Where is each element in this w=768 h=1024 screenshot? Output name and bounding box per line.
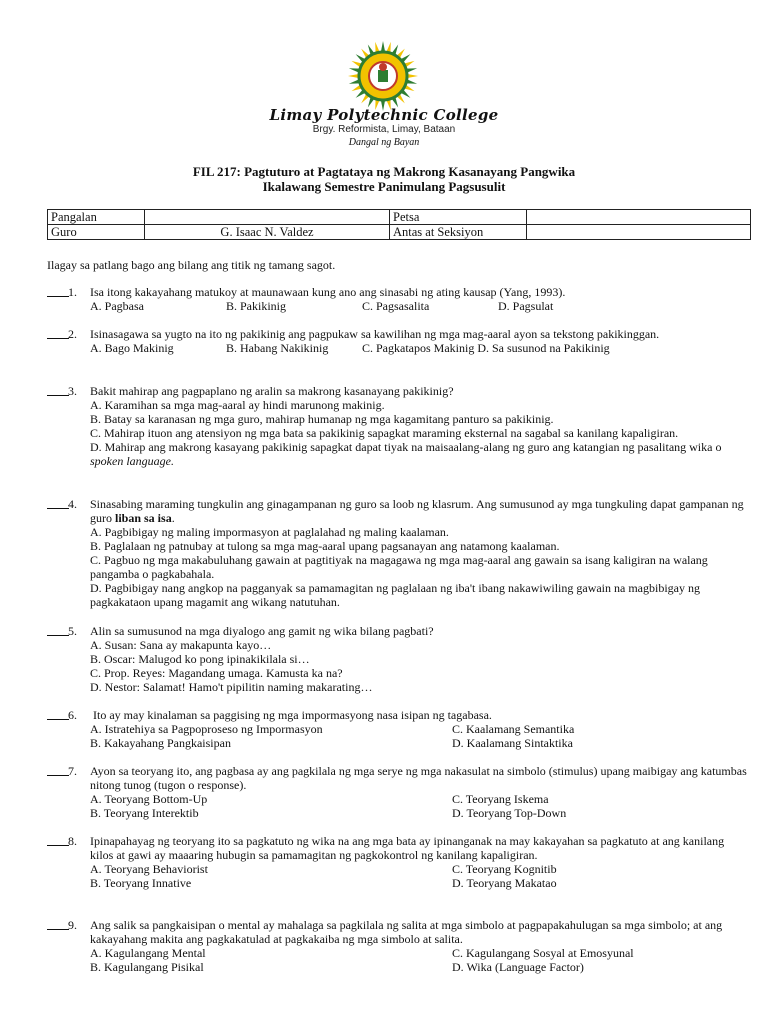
question-number: 1. [68, 285, 77, 299]
guro-label: Guro [48, 225, 145, 240]
question-number: 3. [68, 384, 77, 398]
question-3 [47, 384, 747, 468]
college-seal-logo [347, 40, 419, 112]
question-number: 7. [68, 764, 77, 778]
question-6 [47, 708, 747, 750]
option-a: A. Bago Makinig [90, 341, 174, 355]
option-d: D. Wika (Language Factor) [452, 960, 584, 974]
question-text: Isinasagawa sa yugto na ito ng pakikinig ang pagpukaw sa kawilihan ng mga mag-aaral ayon sa tekstong pakikinggan. [90, 327, 660, 341]
antas-field[interactable] [527, 225, 751, 240]
option-a: A. Istratehiya sa Pagpoproseso ng Impormasyon [90, 722, 323, 736]
option-b: B. Kagulangang Pisikal [90, 960, 204, 974]
answer-blank[interactable] [47, 764, 69, 776]
college-motto: Dangal ng Bayan [348, 137, 420, 148]
option-a: A. Susan: Sana ay makapunta kayo… [90, 638, 272, 652]
answer-blank[interactable] [47, 285, 69, 297]
option-a: A. Kagulangang Mental [90, 946, 206, 960]
college-address: Brgy. Reformista, Limay, Bataan [312, 124, 456, 135]
question-number: 4. [68, 497, 77, 511]
instruction-text: Ilagay sa patlang bago ang bilang ang titik ng tamang sagot. [47, 258, 336, 272]
option-a: A. Pagbibigay ng maling impormasyon at paglalahad ng maling kaalaman. [90, 525, 449, 539]
question-number: 5. [68, 624, 77, 638]
option-a: A. Teoryang Bottom-Up [90, 792, 208, 806]
option-c: C. Kaalamang Semantika [452, 722, 575, 736]
option-c: C. Kagulangang Sosyal at Emosyunal [452, 946, 634, 960]
antas-label: Antas at Seksiyon [390, 225, 527, 240]
question-text: Alin sa sumusunod na mga diyalogo ang gamit ng wika bilang pagbati? [90, 624, 434, 638]
student-info-table [47, 209, 751, 240]
question-text: Isa itong kakayahang matukoy at maunawaan kung ano ang sinasabi ng ating kausap (Yang, 1993). [90, 285, 566, 299]
pangalan-field[interactable] [145, 210, 390, 225]
question-number: 9. [68, 918, 77, 932]
option-b: B. Batay sa karanasan ng mga guro, mahirap humanap ng mga kagamitang panturo sa pakikinig. [90, 412, 554, 426]
answer-blank[interactable] [47, 327, 69, 339]
pangalan-label: Pangalan [48, 210, 145, 225]
emphasis-text: liban sa isa [115, 511, 172, 525]
option-b: B. Kakayahang Pangkaisipan [90, 736, 231, 750]
answer-blank[interactable] [47, 834, 69, 846]
option-d: D. Teoryang Top-Down [452, 806, 567, 820]
exam-title: Ikalawang Semestre Panimulang Pagsusulit [262, 179, 506, 194]
course-title: FIL 217: Pagtuturo at Pagtataya ng Makrong Kasanayang Pangwika [192, 164, 576, 179]
option-d-italic: spoken language. [90, 454, 174, 468]
option-c: C. Prop. Reyes: Magandang umaga. Kamusta ka na? [90, 666, 343, 680]
option-d: D. Nestor: Salamat! Hamo't pipilitin naming makarating… [90, 680, 373, 694]
question-7 [47, 764, 747, 820]
petsa-field[interactable] [527, 210, 751, 225]
answer-blank[interactable] [47, 384, 69, 396]
option-d: D. Pagsulat [498, 299, 554, 313]
option-b: B. Teoryang Innative [90, 876, 192, 890]
question-number: 8. [68, 834, 77, 848]
option-c: C. Pagsasalita [362, 299, 430, 313]
question-9 [47, 918, 747, 974]
option-d: D. Kaalamang Sintaktika [452, 736, 573, 750]
question-number: 2. [68, 327, 77, 341]
answer-blank[interactable] [47, 624, 69, 636]
option-b: B. Paglalaan ng patnubay at tulong sa mga mag-aaral upang pagsanayan ang natamong kaalaman. [90, 539, 560, 553]
question-text: Bakit mahirap ang pagpaplano ng aralin sa makrong kasanayang pakikinig? [90, 384, 454, 398]
question-1 [47, 285, 747, 313]
option-a: A. Teoryang Behaviorist [90, 862, 208, 876]
question-5 [47, 624, 747, 694]
question-text: Ipinapahayag ng teoryang ito sa pagkatuto ng wika na ang mga bata ay ipinanganak na may kakayahan sa pagkatuto at ang kanilang kilos at gawi ay maaaring hubugin sa pamamagitan ng pagkokontrol ng kanilang kapaligiran. [90, 834, 725, 862]
college-name: Limay Polytechnic College [269, 106, 499, 124]
question-text: Ito ay may kinalaman sa paggising ng mga impormasyong nasa isipan ng tagabasa. [93, 708, 492, 722]
option-b: B. Oscar: Malugod ko pong ipinakikilala si… [90, 652, 310, 666]
question-text: Ayon sa teoryang ito, ang pagbasa ay ang pagkilala ng mga serye ng mga nakasulat na simbolo (stimulus) upang maibigay ang katumbas nitong tunog (tugon o response). [90, 764, 747, 792]
option-b: B. Teoryang Interektib [90, 806, 199, 820]
petsa-label: Petsa [390, 210, 527, 225]
question-4 [47, 497, 747, 609]
question-text: Sinasabing maraming tungkulin ang ginagampanan ng guro sa loob ng klasrum. Ang sumusunod ay mga tungkuling dapat gampanan ng guro liban sa isa. [90, 497, 744, 525]
answer-blank[interactable] [47, 497, 69, 509]
option-c-d: C. Pagkatapos Makinig D. Sa susunod na Pakikinig [362, 341, 610, 355]
option-c: C. Mahirap ituon ang atensiyon ng mga bata sa pakikinig sapagkat maraming eksternal na sagabal sa kanilang kapaligiran. [90, 426, 679, 440]
option-b: B. Habang Nakikinig [226, 341, 329, 355]
guro-value: G. Isaac N. Valdez [145, 225, 390, 240]
question-number: 6. [68, 708, 77, 722]
option-c: C. Pagbuo ng mga makabuluhang gawain at pagtitiyak na magagawa ng mga mag-aaral ang gawain sa isang kaligiran na walang pangamba o pagkabahala. [90, 553, 708, 581]
answer-blank[interactable] [47, 708, 69, 720]
question-8 [47, 834, 747, 890]
option-c: C. Teoryang Iskema [452, 792, 549, 806]
option-a: A. Karamihan sa mga mag-aaral ay hindi marunong makinig. [90, 398, 385, 412]
option-d: D. Mahirap ang makrong kasayang pakikinig sapagkat dapat tiyak na maisaalang-alang ng guro ang katangian ng pasalitang wika o spoken language. [90, 440, 722, 468]
option-b: B. Pakikinig [226, 299, 287, 313]
option-a: A. Pagbasa [90, 299, 144, 313]
question-2 [47, 327, 747, 355]
answer-blank[interactable] [47, 918, 69, 930]
option-d: D. Teoryang Makatao [452, 876, 557, 890]
question-text: Ang salik sa pangkaisipan o mental ay mahalaga sa pagkilala ng salita at mga simbolo at pagpapakahulugan sa mga simbolo; at ang kakayahang makita ang pagkakatulad at pagkakaiba ng mga simbolo at salita. [90, 918, 723, 946]
option-c: C. Teoryang Kognitib [452, 862, 557, 876]
option-d: D. Pagbibigay nang angkop na pagganyak sa pamamagitan ng paglalaan ng iba't ibang nakawiwiling gawain na magbibigay ng pagkakataon upang magamit ang wikang natutuhan. [90, 581, 700, 609]
